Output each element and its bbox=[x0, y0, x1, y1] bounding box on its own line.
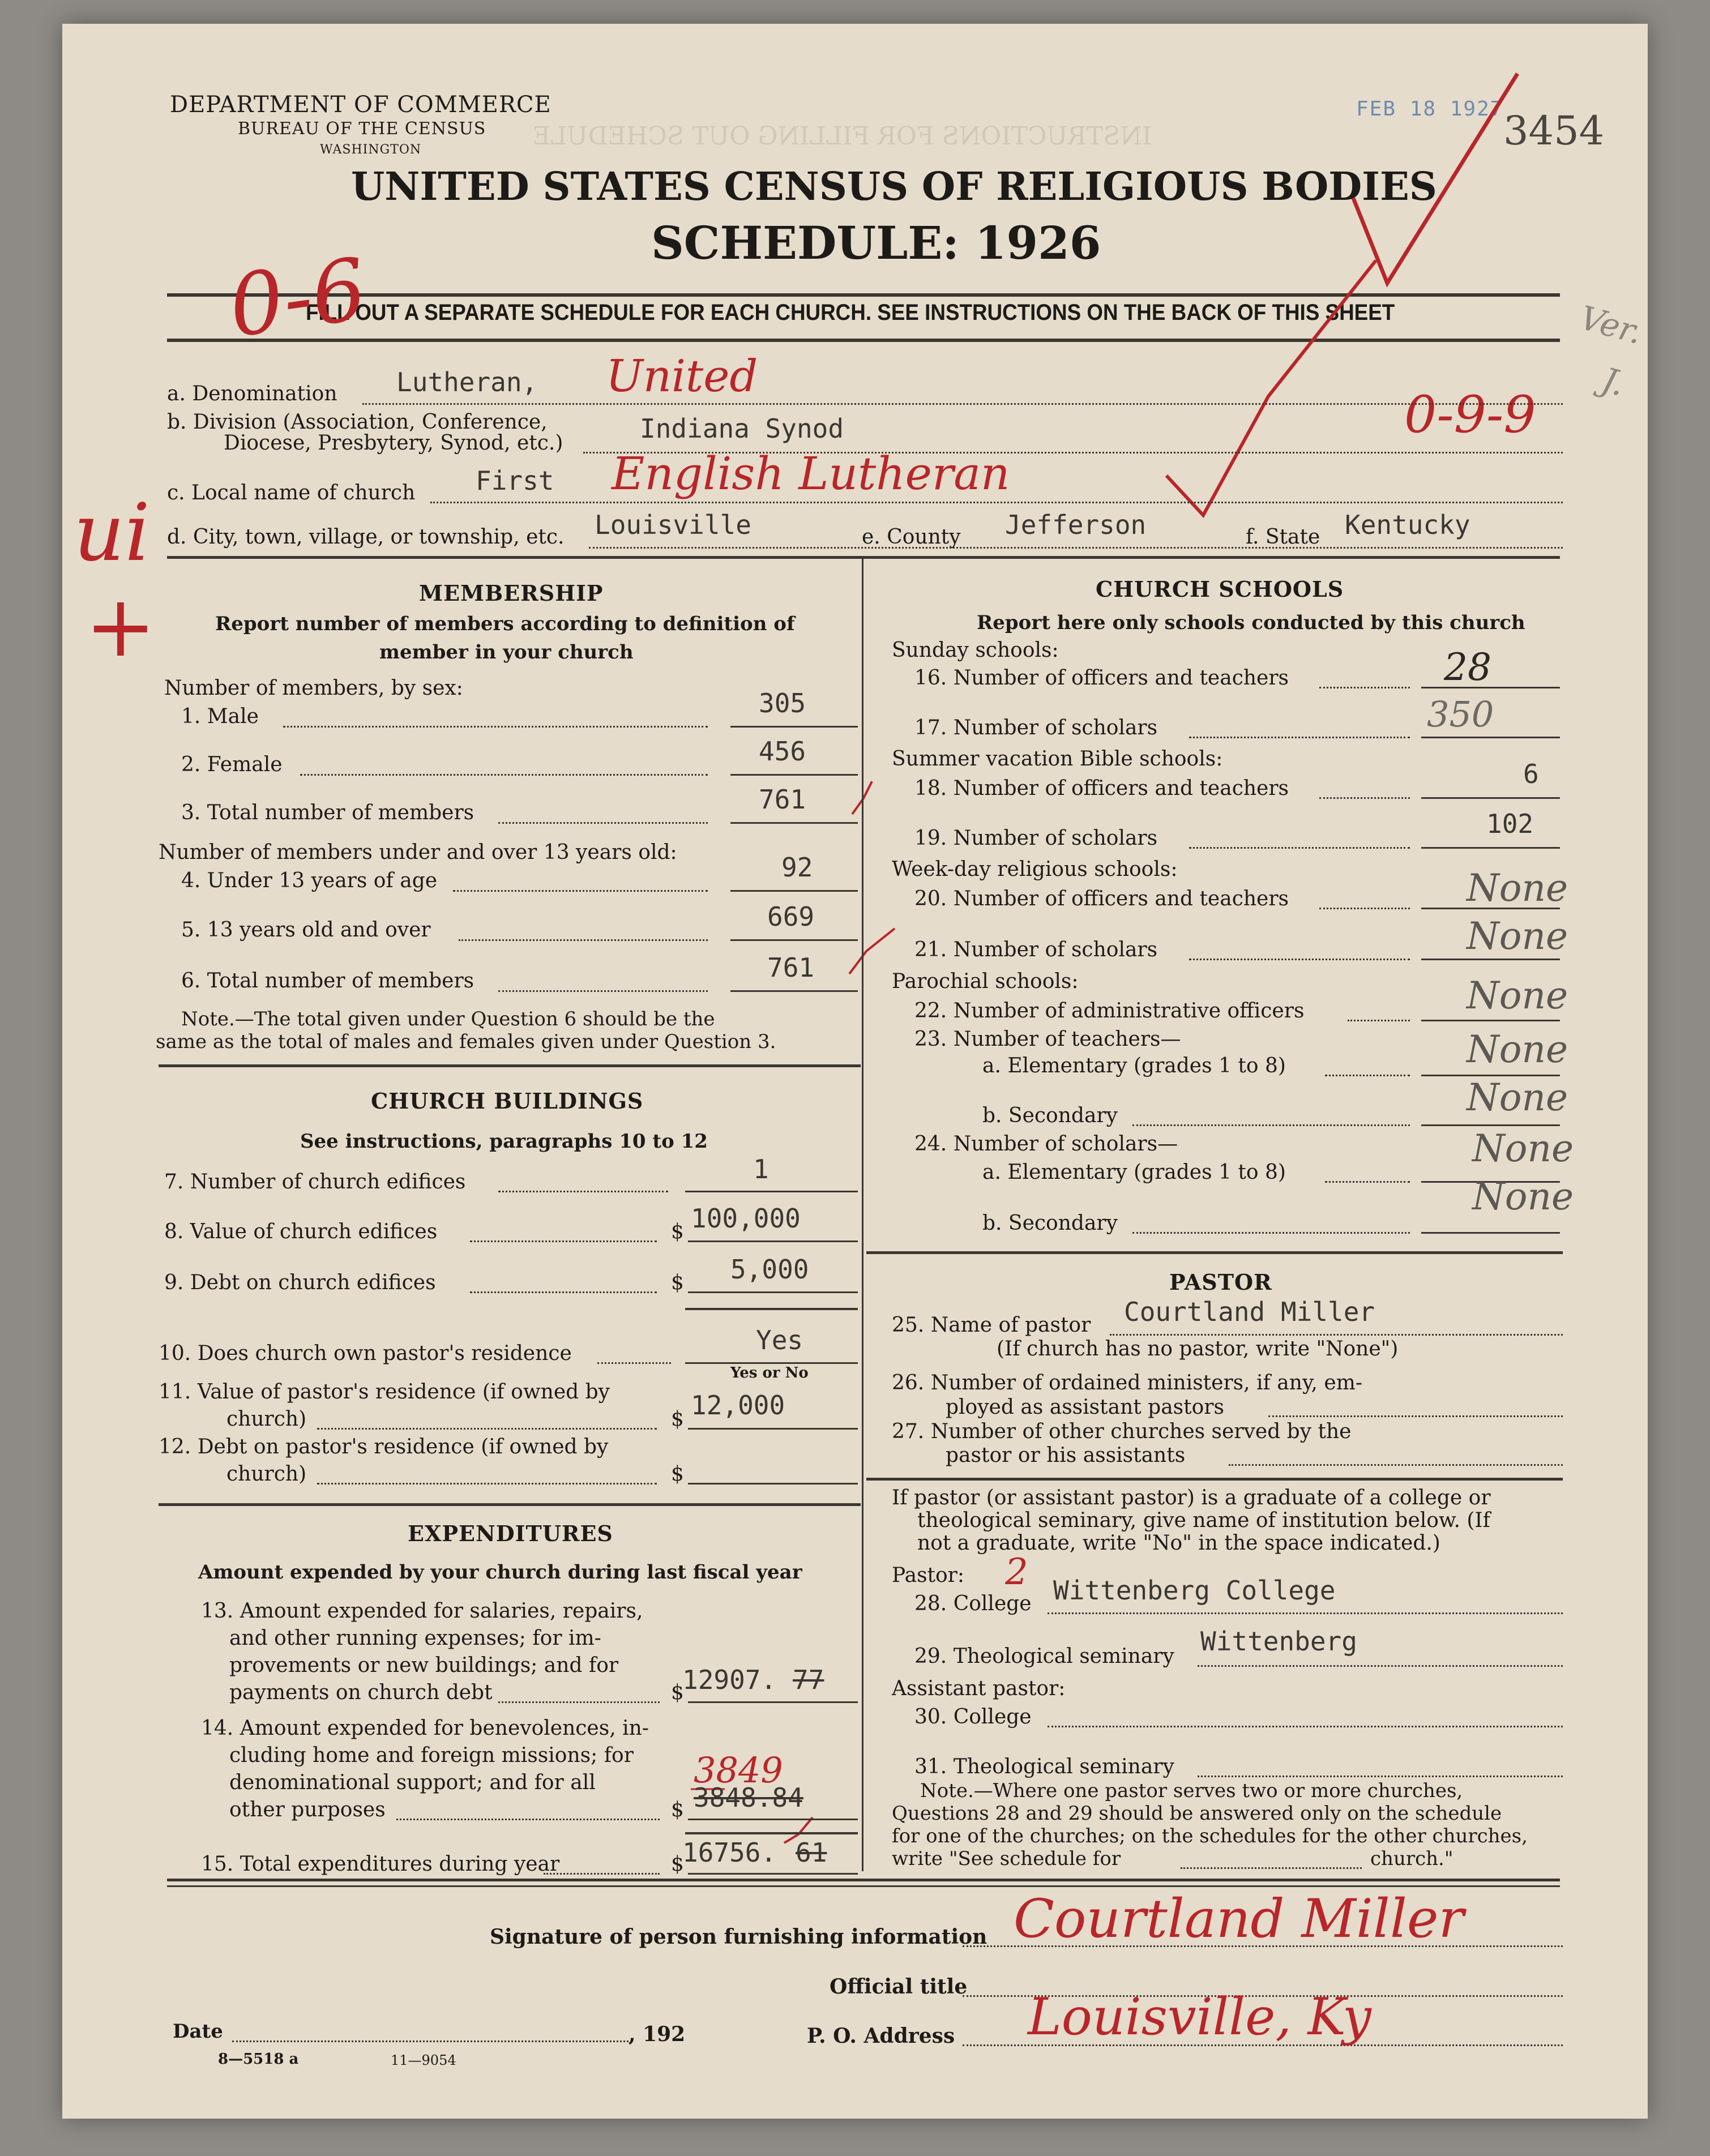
state-label: f. State bbox=[1246, 525, 1320, 549]
buildings-rule bbox=[159, 1503, 861, 1506]
q26-label-2: ployed as assistant pastors bbox=[946, 1396, 1224, 1419]
q24-label: 24. Number of scholars— bbox=[914, 1132, 1178, 1156]
q23b-label: b. Secondary bbox=[982, 1104, 1118, 1127]
q27-label-2: pastor or his assistants bbox=[946, 1444, 1186, 1467]
red-code-top: 0-6 bbox=[223, 240, 373, 357]
q13-line-2: and other running expenses; for im- bbox=[229, 1627, 601, 1650]
q9-line bbox=[688, 1291, 858, 1293]
q23b-value[interactable]: None bbox=[1467, 1076, 1568, 1119]
q14-line-4: other purposes bbox=[229, 1798, 386, 1821]
print-number: 11—9054 bbox=[391, 2052, 456, 2068]
q1-value[interactable]: 305 bbox=[759, 688, 806, 718]
q19-leader bbox=[1189, 847, 1410, 849]
q14-currency: $ bbox=[671, 1798, 684, 1821]
q4-leader bbox=[453, 890, 708, 892]
q8-value[interactable]: 100,000 bbox=[691, 1203, 801, 1234]
schools-sub: Report here only schools conducted by this church bbox=[977, 611, 1525, 634]
q30-line bbox=[1048, 1726, 1563, 1727]
bleed-through-heading: INSTRUCTIONS FOR FILLING OUT SCHEDULE bbox=[532, 122, 1152, 151]
q14-line bbox=[688, 1819, 858, 1820]
local-name-label: c. Local name of church bbox=[167, 481, 416, 504]
q9-value[interactable]: 5,000 bbox=[730, 1254, 809, 1285]
q12-leader bbox=[317, 1483, 657, 1485]
denomination-line bbox=[362, 403, 1563, 405]
expenditures-subtotal-rule bbox=[685, 1832, 858, 1834]
q24b-leader bbox=[1132, 1232, 1410, 1234]
footer-rule-1 bbox=[167, 1879, 1560, 1881]
q7-value[interactable]: 1 bbox=[753, 1154, 769, 1184]
division-value[interactable]: Indiana Synod bbox=[640, 413, 844, 444]
q1-leader bbox=[283, 726, 708, 728]
q5-label: 5. 13 years old and over bbox=[181, 918, 431, 942]
q21-leader bbox=[1189, 959, 1410, 960]
q25-label: 25. Name of pastor bbox=[892, 1314, 1091, 1337]
q3-line bbox=[730, 822, 858, 824]
q18-line bbox=[1421, 797, 1560, 799]
q2-label: 2. Female bbox=[181, 753, 283, 776]
division-label-2: Diocese, Presbytery, Synod, etc.) bbox=[224, 431, 563, 455]
q30-label: 30. College bbox=[914, 1705, 1032, 1729]
q17-leader bbox=[1189, 737, 1410, 738]
q7-line bbox=[685, 1191, 858, 1192]
q12-label-2: church) bbox=[226, 1462, 307, 1486]
q25-value[interactable]: Courtland Miller bbox=[1124, 1297, 1375, 1327]
q10-hint: Yes or No bbox=[730, 1364, 809, 1381]
q9-currency: $ bbox=[671, 1271, 684, 1294]
q17-value[interactable]: 350 bbox=[1427, 694, 1494, 735]
q28-line bbox=[1048, 1612, 1563, 1614]
q25-hint: (If church has no pastor, write "None") bbox=[997, 1337, 1399, 1361]
pastor-note-4: write "See schedule for bbox=[892, 1847, 1121, 1870]
membership-rule bbox=[159, 1064, 861, 1067]
q16-label: 16. Number of officers and teachers bbox=[914, 666, 1289, 690]
schools-rule bbox=[866, 1251, 1563, 1254]
q10-label: 10. Does church own pastor's residence bbox=[159, 1342, 572, 1365]
received-date-stamp: FEB 18 1927 bbox=[1356, 97, 1504, 121]
q14-red-value[interactable]: 3849 bbox=[694, 1749, 783, 1791]
q27-label-1: 27. Number of other churches served by the bbox=[892, 1420, 1352, 1443]
signature-label: Signature of person furnishing information bbox=[490, 1925, 987, 1949]
q24a-leader bbox=[1325, 1181, 1410, 1183]
q7-leader bbox=[498, 1191, 668, 1192]
q23b-line bbox=[1421, 1124, 1560, 1126]
q7-label: 7. Number of church edifices bbox=[164, 1170, 466, 1194]
summer-schools-label: Summer vacation Bible schools: bbox=[892, 747, 1223, 771]
q3-value[interactable]: 761 bbox=[759, 784, 806, 815]
q27-line bbox=[1229, 1464, 1563, 1466]
q16-leader bbox=[1319, 687, 1410, 688]
q14-value[interactable]: 3848.84 bbox=[694, 1782, 803, 1813]
pastor-note-2: Questions 28 and 29 should be answered only on the schedule bbox=[892, 1802, 1502, 1825]
expenditures-heading: EXPENDITURES bbox=[408, 1521, 613, 1546]
q17-label: 17. Number of scholars bbox=[914, 716, 1158, 739]
q11-line bbox=[688, 1428, 858, 1430]
q21-label: 21. Number of scholars bbox=[914, 938, 1158, 961]
q11-currency: $ bbox=[671, 1408, 684, 1431]
pastor-note-blank bbox=[1181, 1867, 1362, 1869]
schools-heading: CHURCH SCHOOLS bbox=[1096, 576, 1344, 602]
state-value[interactable]: Kentucky bbox=[1345, 510, 1470, 540]
red-code-right: 0-9-9 bbox=[1404, 385, 1536, 444]
q8-currency: $ bbox=[671, 1220, 684, 1243]
q18-leader bbox=[1319, 797, 1410, 799]
q13-line-3: provements or new buildings; and for bbox=[229, 1654, 619, 1677]
q31-label: 31. Theological seminary bbox=[914, 1755, 1174, 1778]
q21-line bbox=[1421, 959, 1560, 960]
q10-line bbox=[685, 1362, 858, 1364]
q3-label: 3. Total number of members bbox=[181, 801, 474, 824]
assistant-sublabel: Assistant pastor: bbox=[892, 1677, 1066, 1700]
q24b-value[interactable]: None bbox=[1472, 1175, 1574, 1218]
q24a-label: a. Elementary (grades 1 to 8) bbox=[982, 1161, 1286, 1184]
q4-label: 4. Under 13 years of age bbox=[181, 869, 438, 892]
q19-label: 19. Number of scholars bbox=[914, 827, 1158, 850]
local-name-value[interactable]: First bbox=[476, 465, 554, 496]
q22-value[interactable]: None bbox=[1467, 974, 1568, 1017]
pastor-rule bbox=[866, 1478, 1563, 1481]
county-value[interactable]: Jefferson bbox=[1005, 510, 1147, 540]
official-title-label: Official title bbox=[830, 1975, 968, 1999]
q31-line bbox=[1198, 1776, 1563, 1777]
members-by-sex-label: Number of members, by sex: bbox=[164, 677, 463, 700]
date-label: Date bbox=[173, 2020, 223, 2043]
q11-value[interactable]: 12,000 bbox=[691, 1390, 785, 1421]
q25-line bbox=[1110, 1334, 1563, 1336]
city-line bbox=[589, 547, 1563, 549]
membership-sub-2: member in your church bbox=[379, 641, 634, 664]
q24b-line bbox=[1421, 1232, 1560, 1234]
q2-line bbox=[730, 774, 858, 776]
q28-label: 28. College bbox=[914, 1592, 1032, 1615]
q1-line bbox=[730, 726, 858, 728]
q20-label: 20. Number of officers and teachers bbox=[914, 887, 1289, 910]
q2-value[interactable]: 456 bbox=[759, 736, 806, 767]
q15-leader bbox=[544, 1873, 660, 1875]
q12-label-1: 12. Debt on pastor's residence (if owned by bbox=[159, 1435, 609, 1458]
fill-out-instruction: FILL OUT A SEPARATE SCHEDULE FOR EACH CHURCH. SEE INSTRUCTIONS ON THE BACK OF THIS SHEET bbox=[306, 300, 1395, 325]
q15-value[interactable]: 16756. bbox=[682, 1837, 777, 1868]
q6-label: 6. Total number of members bbox=[181, 969, 474, 993]
pencil-note-ver: Ver. bbox=[1576, 298, 1647, 352]
q22-leader bbox=[1348, 1020, 1410, 1021]
q14-line-1: 14. Amount expended for benevolences, in- bbox=[201, 1717, 649, 1740]
q11-label-2: church) bbox=[226, 1408, 307, 1431]
denomination-value[interactable]: Lutheran, bbox=[396, 367, 538, 397]
q13-cents[interactable]: 77 bbox=[793, 1665, 824, 1695]
q20-value[interactable]: None bbox=[1467, 866, 1568, 910]
q10-value[interactable]: Yes bbox=[756, 1325, 803, 1355]
q12-currency: $ bbox=[671, 1462, 684, 1486]
bureau-city: WASHINGTON bbox=[320, 143, 422, 157]
q6-leader bbox=[498, 990, 708, 992]
q29-label: 29. Theological seminary bbox=[914, 1645, 1174, 1668]
q11-label-1: 11. Value of pastor's residence (if owned by bbox=[159, 1380, 610, 1404]
pastor-note-5: church." bbox=[1370, 1847, 1454, 1870]
q9-label: 9. Debt on church edifices bbox=[164, 1271, 436, 1294]
q4-value[interactable]: 92 bbox=[781, 852, 813, 883]
q15-currency: $ bbox=[671, 1853, 684, 1876]
q23b-leader bbox=[1132, 1124, 1410, 1126]
buildings-sub: See instructions, paragraphs 10 to 12 bbox=[300, 1130, 708, 1153]
q11-leader bbox=[317, 1428, 657, 1430]
q22-label: 22. Number of administrative officers bbox=[914, 999, 1305, 1023]
weekday-schools-label: Week-day religious schools: bbox=[892, 858, 1178, 881]
q28-value[interactable]: Wittenberg College bbox=[1053, 1575, 1336, 1606]
q14-line-3: denominational support; and for all bbox=[229, 1771, 596, 1794]
date-year: , 192 bbox=[629, 2022, 686, 2046]
q15-label: 15. Total expenditures during year bbox=[201, 1853, 560, 1876]
sunday-schools-label: Sunday schools: bbox=[892, 639, 1059, 662]
q18-value[interactable]: 6 bbox=[1523, 759, 1539, 789]
q22-line bbox=[1421, 1020, 1560, 1021]
q26-label-1: 26. Number of ordained ministers, if any, em- bbox=[892, 1371, 1362, 1394]
q2-leader bbox=[300, 774, 708, 776]
po-address-label: P. O. Address bbox=[807, 2024, 955, 2048]
q23a-label: a. Elementary (grades 1 to 8) bbox=[982, 1054, 1286, 1077]
footer-rule-2 bbox=[167, 1885, 1560, 1887]
q15-line bbox=[688, 1873, 858, 1875]
q13-currency: $ bbox=[671, 1681, 684, 1704]
q15-cents[interactable]: 61 bbox=[796, 1837, 827, 1868]
q17-line bbox=[1421, 737, 1560, 738]
q18-label: 18. Number of officers and teachers bbox=[914, 777, 1289, 800]
q16-value[interactable]: 28 bbox=[1444, 645, 1491, 689]
pastor-note-3: for one of the churches; on the schedules for the other churches, bbox=[892, 1825, 1528, 1847]
q23-label: 23. Number of teachers— bbox=[914, 1028, 1181, 1051]
q5-value[interactable]: 669 bbox=[767, 901, 815, 932]
buildings-heading: CHURCH BUILDINGS bbox=[371, 1088, 644, 1114]
q12-line bbox=[688, 1483, 858, 1485]
graduate-text-2: theological seminary, give name of institution below. (If bbox=[917, 1509, 1490, 1532]
po-address-value[interactable]: Louisville, Ky bbox=[1028, 1987, 1371, 2047]
membership-sub-1: Report number of members according to definition of bbox=[215, 613, 795, 635]
schedule-title: SCHEDULE: 1926 bbox=[651, 216, 1101, 270]
q24b-label: b. Secondary bbox=[982, 1212, 1118, 1235]
q19-line bbox=[1421, 847, 1560, 849]
q5-line bbox=[730, 939, 858, 941]
graduate-text-3: not a graduate, write "No" in the space indicated.) bbox=[917, 1532, 1440, 1555]
bureau-name: BUREAU OF THE CENSUS bbox=[238, 119, 486, 139]
q13-line bbox=[688, 1701, 858, 1703]
q14-line-2: cluding home and foreign missions; for bbox=[229, 1744, 634, 1767]
city-label: d. City, town, village, or township, etc. bbox=[167, 525, 565, 549]
red-left-mark: ui bbox=[74, 487, 150, 579]
q6-line bbox=[730, 990, 858, 992]
department-name: DEPARTMENT OF COMMERCE bbox=[170, 92, 552, 118]
pastor-red-mark: 2 bbox=[1005, 1551, 1028, 1593]
q13-line-1: 13. Amount expended for salaries, repairs, bbox=[201, 1599, 643, 1623]
members-by-age-label: Number of members under and over 13 years old: bbox=[159, 841, 677, 864]
pastor-heading: PASTOR bbox=[1169, 1269, 1272, 1295]
local-name-red-value[interactable]: English Lutheran bbox=[612, 447, 1010, 500]
membership-note-2: same as the total of males and females given under Question 3. bbox=[156, 1030, 776, 1053]
denomination-red-value[interactable]: United bbox=[606, 351, 758, 402]
membership-heading: MEMBERSHIP bbox=[419, 580, 604, 606]
pastor-note-1: Note.—Where one pastor serves two or more churches, bbox=[920, 1779, 1463, 1802]
city-value[interactable]: Louisville bbox=[595, 510, 751, 540]
q23a-leader bbox=[1325, 1075, 1410, 1076]
q8-line bbox=[688, 1240, 858, 1242]
q23a-value[interactable]: None bbox=[1467, 1028, 1568, 1071]
expenditures-sub: Amount expended by your church during last fiscal year bbox=[198, 1561, 802, 1584]
q8-label: 8. Value of church edifices bbox=[164, 1220, 438, 1243]
q8-leader bbox=[470, 1240, 657, 1242]
signature-value[interactable]: Courtland Miller bbox=[1014, 1888, 1464, 1950]
form-title: UNITED STATES CENSUS OF RELIGIOUS BODIES bbox=[351, 164, 1437, 209]
q26-line bbox=[1268, 1415, 1563, 1417]
date-line bbox=[232, 2040, 629, 2042]
q13-line-4: payments on church debt bbox=[229, 1681, 493, 1704]
membership-note-1: Note.—The total given under Question 6 should be the bbox=[181, 1008, 715, 1030]
schedule-number-stamp: 3454 bbox=[1503, 108, 1605, 154]
q14-leader bbox=[396, 1819, 660, 1820]
local-name-line bbox=[430, 502, 1563, 503]
pastor-sublabel: Pastor: bbox=[892, 1564, 965, 1587]
q29-line bbox=[1198, 1665, 1563, 1667]
graduate-text-1: If pastor (or assistant pastor) is a graduate of a college or bbox=[892, 1486, 1491, 1509]
red-plus-mark: + bbox=[85, 578, 156, 676]
q21-value[interactable]: None bbox=[1467, 914, 1568, 958]
q3-leader bbox=[498, 822, 708, 824]
denomination-label: a. Denomination bbox=[167, 382, 337, 405]
column-divider bbox=[862, 558, 863, 1871]
q6-value[interactable]: 761 bbox=[767, 952, 815, 983]
county-label: e. County bbox=[862, 525, 961, 549]
buildings-subtotal-rule bbox=[685, 1308, 858, 1310]
pencil-note-j: J. bbox=[1597, 360, 1629, 404]
q13-value[interactable]: 12907. bbox=[682, 1665, 777, 1695]
q5-leader bbox=[459, 939, 708, 941]
q10-leader bbox=[597, 1362, 671, 1364]
q24a-value[interactable]: None bbox=[1472, 1127, 1574, 1170]
q19-value[interactable]: 102 bbox=[1486, 808, 1534, 839]
q20-leader bbox=[1319, 908, 1410, 909]
q9-leader bbox=[470, 1291, 657, 1293]
identity-rule bbox=[167, 556, 1560, 559]
q29-value[interactable]: Wittenberg bbox=[1200, 1626, 1357, 1657]
division-label-1: b. Division (Association, Conference, bbox=[167, 410, 548, 434]
q1-label: 1. Male bbox=[181, 705, 259, 728]
parochial-schools-label: Parochial schools: bbox=[892, 970, 1079, 993]
q13-leader bbox=[498, 1701, 660, 1703]
q4-line bbox=[730, 890, 858, 892]
form-number: 8—5518 a bbox=[218, 2051, 299, 2068]
